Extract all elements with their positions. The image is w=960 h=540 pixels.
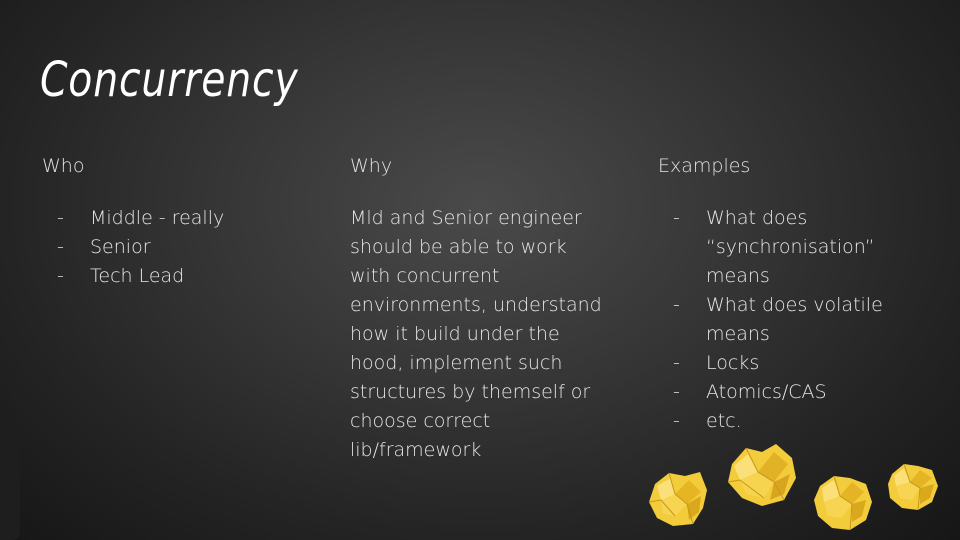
- list-item: [658, 378, 908, 407]
- why-heading: Why: [350, 155, 393, 177]
- crumpled-paper-ball-icon: [812, 472, 874, 532]
- list-item-text: Senior: [90, 236, 151, 258]
- bullet-dash: -: [673, 294, 680, 316]
- bullet-dash: -: [57, 265, 64, 287]
- bullet-dash: -: [673, 410, 680, 432]
- crumpled-paper-ball-icon: [645, 468, 711, 530]
- who-list: [42, 204, 302, 291]
- examples-list: [658, 204, 908, 436]
- list-item-text: Tech Lead: [90, 265, 185, 287]
- bullet-dash: -: [57, 236, 64, 258]
- bullet-dash: -: [57, 207, 64, 229]
- list-item-text: Middle - really: [90, 207, 225, 229]
- list-item: [658, 204, 908, 291]
- list-item-text: etc.: [706, 410, 742, 432]
- examples-heading: Examples: [658, 155, 751, 177]
- bullet-dash: -: [673, 207, 680, 229]
- slide-title: Concurrency: [40, 52, 299, 108]
- side-edge-strip: [0, 428, 20, 540]
- list-item: [42, 233, 302, 262]
- why-paragraph: Mld and Senior engineer should be able to work with concurrent environments, understand how it build under the hood, implement such structures by themself or choose correct lib/framework: [350, 207, 602, 461]
- crumpled-paper-ball-icon: [886, 460, 940, 512]
- list-item: [658, 407, 908, 436]
- list-item-text: What does volatile means: [706, 294, 883, 345]
- who-heading: Who: [42, 155, 85, 177]
- list-item: [42, 204, 302, 233]
- list-item-text: Atomics/CAS: [706, 381, 827, 403]
- list-item: [42, 262, 302, 291]
- bullet-dash: -: [673, 352, 680, 374]
- list-item-text: What does “synchronisation” means: [706, 207, 875, 287]
- crumpled-paper-ball-icon: [726, 442, 798, 508]
- list-item-text: Locks: [706, 352, 760, 374]
- list-item: [658, 291, 908, 349]
- bullet-dash: -: [673, 381, 680, 403]
- list-item: [658, 349, 908, 378]
